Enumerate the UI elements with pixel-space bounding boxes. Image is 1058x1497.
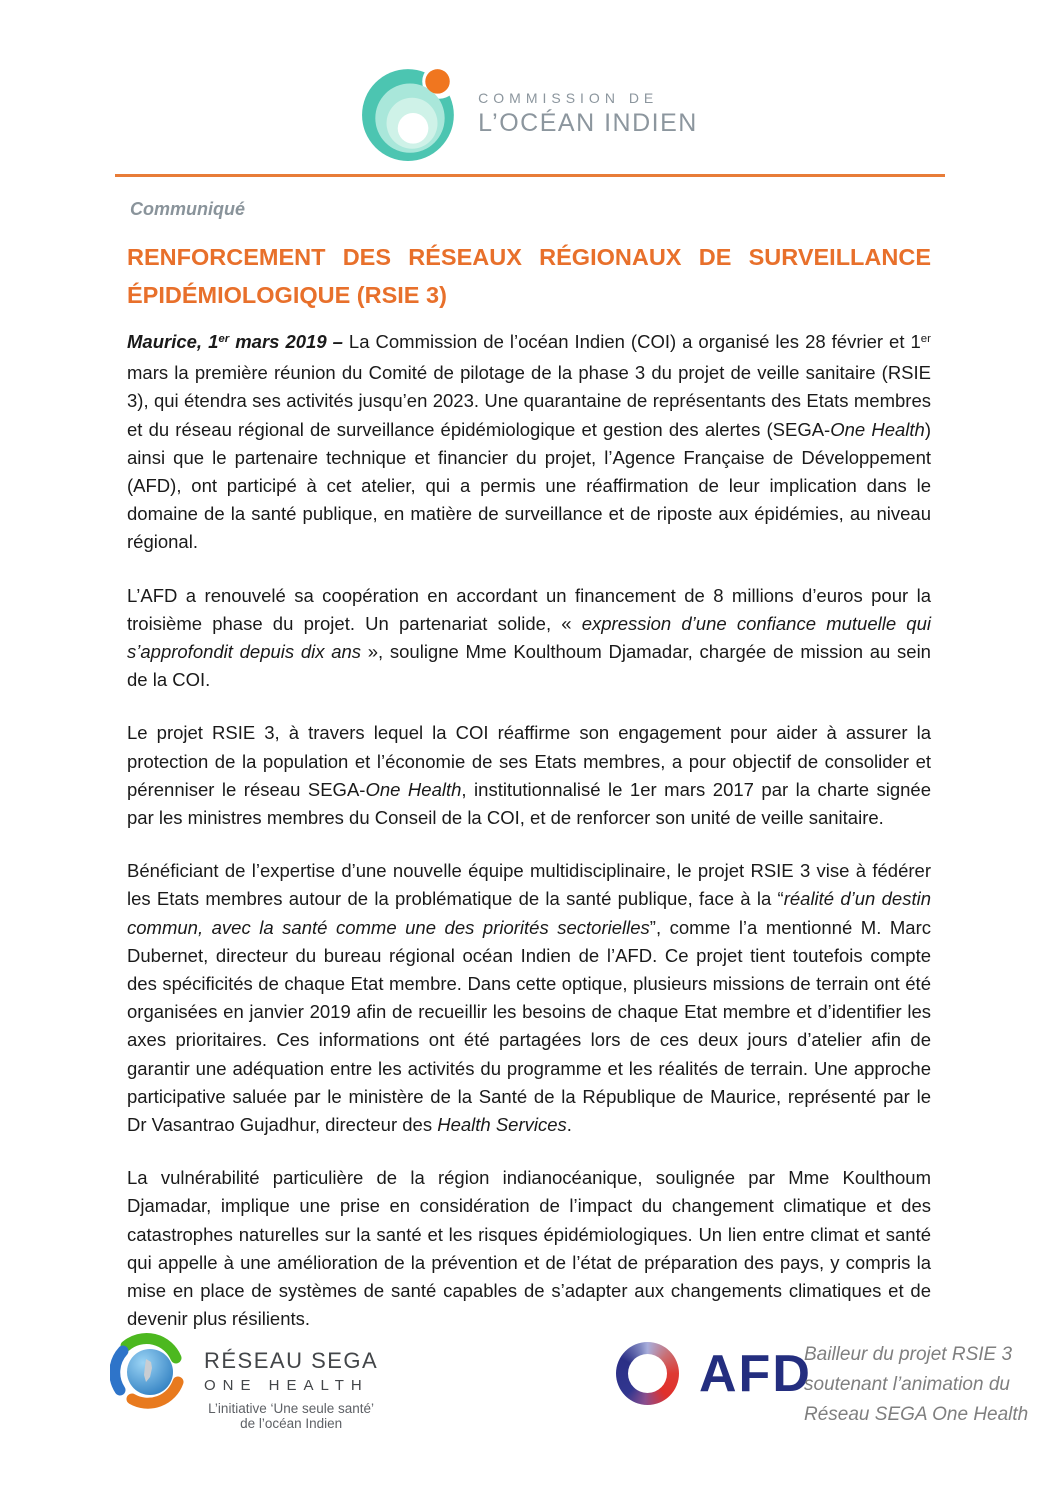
- communique-label: Communiqué: [130, 199, 245, 219]
- sega-logo: [110, 1332, 378, 1431]
- header: [0, 0, 1058, 168]
- afd-wordmark: AFD: [699, 1344, 812, 1403]
- paragraph-5: La vulnérabilité particulière de la région indianocéanique, soulignée par Mme Koulthoum Djamadar, implique une prise en considération de l’impact du changement climatique et des catastrophes naturelles sur la santé et les risques épidémiologiques. Un lien entre climat et santé qui appelle à une amélioration de la prévention et de l’état de préparation des pays, y compris la mise en place de systèmes de santé capables de s’adapter aux changements climatiques et de devenir plus résilients.: [127, 1167, 931, 1330]
- afd-logo: [616, 1342, 812, 1405]
- orange-divider: [115, 174, 945, 177]
- coi-wordmark-line2: L’OCÉAN INDIEN: [478, 109, 698, 137]
- paragraph-3: Le projet RSIE 3, à travers lequel la COI réaffirme son engagement pour aider à assurer la protection de la population et l’économie de ses Etats membres, a pour objectif de consolider et pérenniser le réseau SEGA-One Health, institutionnalisé le 1er mars 2017 par la charte signée par les ministres membres du Conseil de la COI, et de renforcer son unité de veille sanitaire.: [127, 722, 931, 829]
- page-title: RENFORCEMENT DES RÉSEAUX RÉGIONAUX DE SURVEILLANCE ÉPIDÉMIOLOGIQUE (RSIE 3): [127, 244, 931, 308]
- funder-note-line2: soutenant l’animation du: [804, 1374, 1010, 1395]
- funder-note-line3: Réseau SEGA One Health: [804, 1404, 1029, 1425]
- sega-tagline-line1: L’initiative ‘Une seule santé’: [208, 1401, 375, 1416]
- sega-globe-icon: [110, 1332, 190, 1417]
- coi-wordmark: [478, 90, 698, 138]
- paragraph-1: Maurice, 1er mars 2019 – La Commission de l’océan Indien (COI) a organisé les 28 février et 1er mars la première réunion du Comité de pilotage de la phase 3 du projet de veille sanitaire (RSIE 3), qui étendra ses activités jusqu’en 2023. Une quarantaine de représentants des Etats membres et du réseau régional de surveillance épidémiologique et gestion des alertes (SEGA-One Health) ainsi que le partenaire technique et financier du projet, l’Agence Française de Développement (AFD), ont participé à cet atelier, qui a permis une réaffirmation de leur implication dans le domaine de la santé publique, en matière de surveillance et de riposte aux épidémies, au niveau régional.: [127, 331, 932, 553]
- funder-note-line1: Bailleur du projet RSIE 3: [804, 1344, 1013, 1365]
- afd-ring-icon: [616, 1342, 679, 1405]
- coi-wordmark-line1: COMMISSION DE: [478, 90, 659, 106]
- funder-note: [804, 1340, 1028, 1430]
- sega-wordmark: [204, 1332, 378, 1431]
- sega-wordmark-line1: RÉSEAU SEGA: [204, 1348, 379, 1373]
- sega-tagline-line2: de l’océan Indien: [240, 1416, 343, 1431]
- footer: [0, 1330, 1058, 1460]
- paragraph-2: L’AFD a renouvelé sa coopération en accordant un financement de 8 millions d’euros pour la troisième phase du projet. Un partenariat solide, « expression d’une confiance mutuelle qui s’approfondit depuis dix ans », souligne Mme Koulthoum Djamadar, chargée de mission au sein de la COI.: [127, 584, 931, 691]
- coi-logo-icon: [360, 61, 462, 168]
- sega-wordmark-line2: ONE HEALTH: [204, 1377, 369, 1394]
- document-body: [127, 238, 931, 1334]
- paragraph-4: Bénéficiant de l’expertise d’une nouvelle équipe multidisciplinaire, le projet RSIE 3 vise à fédérer les Etats membres autour de la problématique de la santé publique, face à la “réalité d’un destin commun, avec la santé comme une des priorités sectorielles”, comme l’a mentionné M. Marc Dubernet, directeur du bureau régional océan Indien de l’AFD. Ce projet tient toutefois compte des spécificités de chaque Etat membre. Dans cette optique, plusieurs missions de terrain ont été organisées en janvier 2019 afin de recueillir les besoins de chaque Etat membre et d’identifier les axes prioritaires. Ces informations ont été partagées lors de ces deux jours d’atelier afin de garantir une adéquation entre les activités du programme et les réalités de terrain. Une approche participative saluée par le ministère de la Santé de la République de Maurice, représenté par le Dr Vasantrao Gujadhur, directeur des Health Services.: [127, 860, 932, 1136]
